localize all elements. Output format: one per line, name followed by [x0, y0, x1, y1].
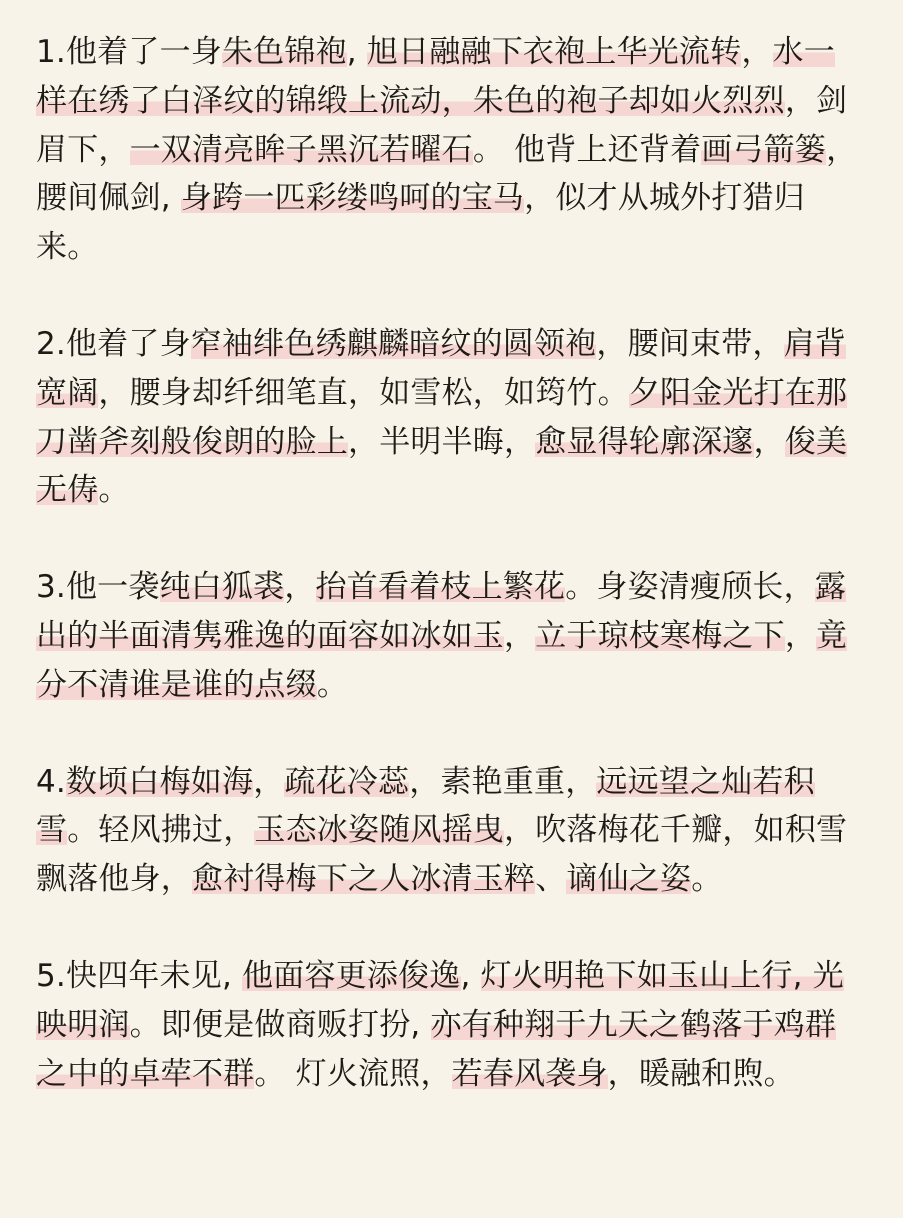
highlighted-phrase: 灯火明艳下如玉山上行, 光映明润 — [36, 957, 844, 1043]
paragraph-3 — [36, 563, 863, 709]
text-segment: 。 — [316, 666, 349, 703]
text-segment: ，半明半晦， — [348, 423, 536, 460]
highlighted-phrase: 疏花冷蕊 — [284, 763, 410, 800]
text-segment: ， — [753, 423, 785, 460]
paragraph-5 — [36, 952, 863, 1098]
paragraph-4 — [36, 758, 863, 904]
text-segment: 2.他着了身 — [36, 325, 191, 362]
text-segment: 。身姿清瘦颀长， — [565, 569, 815, 606]
highlighted-phrase: 愈显得轮廓深邃 — [535, 423, 754, 460]
text-segment: 4. — [36, 763, 66, 800]
highlighted-phrase: 夕阳金光打在那刀凿斧刻般俊朗的脸上 — [36, 374, 848, 460]
highlighted-phrase: 一双清亮眸子黑沉若曜石 — [129, 131, 473, 168]
highlighted-phrase: 肩背宽阔 — [36, 325, 846, 411]
text-segment: ，素艳重重， — [409, 763, 597, 800]
text-segment: ，腰间佩剑, — [36, 131, 858, 217]
highlighted-phrase: 他面容更添俊逸 — [242, 957, 461, 994]
text-segment: 。 灯火流照， — [254, 1055, 452, 1092]
text-segment: ，暖融和煦。 — [607, 1055, 795, 1092]
text-segment: ， — [741, 34, 773, 70]
text-segment: 。 — [691, 861, 723, 898]
highlighted-phrase: 愈衬得梅下之人冰清玉粹 — [192, 861, 536, 898]
text-segment: 5.快四年未见, — [36, 957, 243, 994]
text-segment: 。即便是做商贩打扮, — [129, 1006, 431, 1043]
highlighted-phrase: 画弓箭篓 — [701, 131, 827, 168]
text-segment: 3.他一袭 — [36, 569, 160, 606]
highlighted-phrase: 露出的半面清隽雅逸的面容如冰如玉 — [36, 569, 847, 654]
highlighted-phrase: 谪仙之姿 — [566, 861, 692, 898]
text-segment: ，剑眉下， — [36, 82, 848, 168]
highlighted-phrase: 若春风袭身 — [451, 1055, 608, 1092]
highlighted-phrase: 朱色锦袍 — [221, 34, 347, 70]
highlighted-phrase: 纯白狐裘 — [159, 569, 285, 606]
text-segment: ，腰身却纤细笔直，如雪松，如筠竹。 — [98, 374, 629, 411]
text-segment: ， — [253, 763, 285, 800]
highlighted-phrase: 窄袖绯色绣麒麟暗纹的圆领袍 — [190, 325, 597, 362]
highlighted-phrase: 数顷白梅如海 — [65, 763, 254, 800]
highlighted-phrase: 俊美无俦 — [36, 423, 848, 509]
text-segment: , — [346, 34, 367, 70]
text-segment: 。轻风拂过， — [67, 812, 255, 849]
text-segment: , — [460, 957, 481, 994]
highlighted-phrase: 身跨一匹彩缕鸣呵的宝马 — [180, 180, 525, 217]
highlighted-phrase: 竟分不清谁是谁的点缀 — [36, 617, 848, 703]
text-segment: ， — [784, 617, 817, 654]
highlighted-phrase: 立于琼枝寒梅之下 — [535, 617, 785, 654]
highlighted-phrase: 玉态冰姿随风摇曳 — [254, 812, 505, 849]
text-segment: 、 — [535, 861, 567, 898]
text-segment: ，似才从城外打猎归来。 — [36, 180, 805, 266]
highlighted-phrase: 亦有种翔于九天之鹤落于鸡群之中的卓荦不群 — [36, 1006, 837, 1092]
highlighted-phrase: 远远望之灿若积雪 — [36, 763, 815, 849]
highlighted-phrase: 抬首看着枝上繁花 — [315, 569, 566, 606]
text-segment: 。 — [98, 472, 130, 509]
text-segment: ，腰间束带， — [596, 325, 784, 362]
text-segment: ， — [504, 617, 536, 654]
text-segment: ， — [284, 569, 316, 606]
paragraph-2 — [36, 320, 863, 515]
paragraph-1 — [36, 28, 863, 272]
text-segment: ，吹落梅花千瓣，如积雪飘落他身， — [36, 812, 848, 898]
highlighted-phrase: 水一样在绣了白泽纹的锦缎上流动，朱色的袍子却如火烈烈 — [36, 34, 835, 119]
text-segment: 。 他背上还背着 — [472, 131, 702, 168]
text-segment: 1.他着了一身 — [36, 34, 222, 70]
highlighted-phrase: 旭日融融下衣袍上华光流转 — [366, 34, 742, 70]
